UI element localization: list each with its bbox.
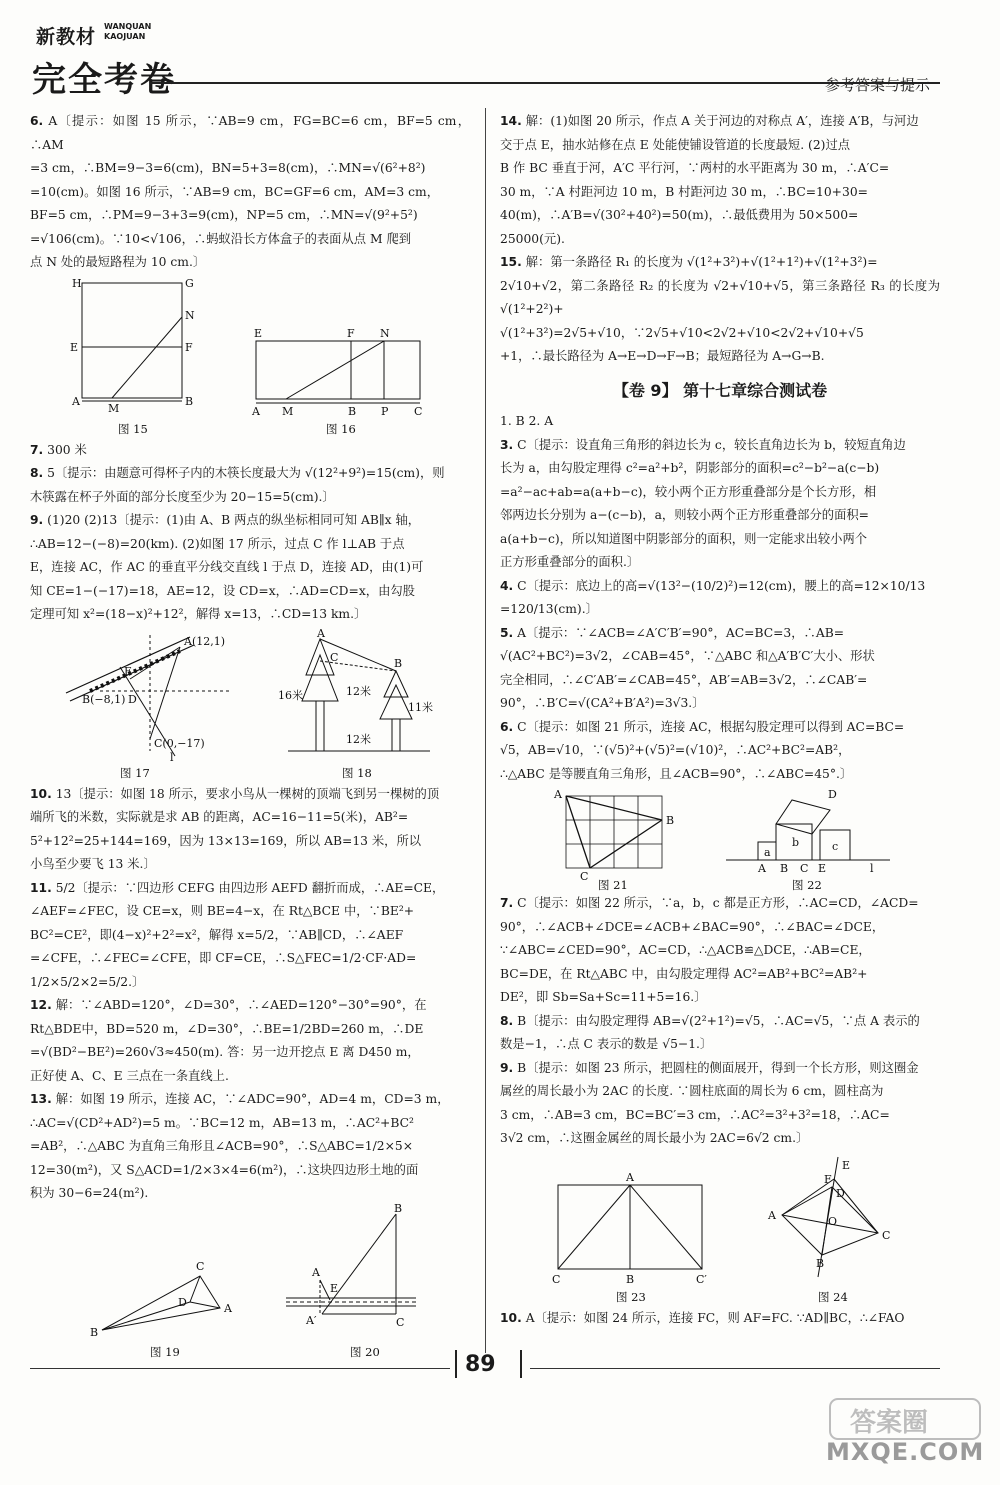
svg-text:C: C [552, 1272, 561, 1286]
svg-text:C: C [414, 404, 423, 418]
svg-text:O: O [828, 1214, 838, 1228]
answer-item-13-left: 13. 解：如图 19 所示，连接 AC，∵∠ADC=90°，AD=4 m，CD=3 m， ∴AC=√(CD²+AD²)=5 m。∵BC=12 m，AB=13 m，∴AC²+BC² =AB²，∴△ABC 为直角三角形且∠ACB=90°，∴S△ABC=1/2×5× 12=30(m²)，又 S△ACD=1/2×3×4=6(m²)，∴这块四边形土地的面 积为 30−6=24(m²). [30, 1092, 450, 1200]
svg-text:H: H [72, 276, 82, 290]
answer-item-10-left: 10. 13〔提示：如图 18 所示，要求小鸟从一棵树的顶端飞到另一棵树的顶 端所飞的米数，实际就是求 AB 的距离，AC=16−11=5(米)，AB²= 5²+12²=25+144=169，因为 13×13=169，所以 AB=13 米，所以 小鸟至少要飞 13 米.〕 [30, 786, 440, 871]
svg-text:D: D [128, 692, 137, 706]
answer-item-11-left: 11. 5/2〔提示：∵四边形 CEFG 由四边形 AEFD 翻折而成，∴AE=CE， ∠AEF=∠FEC，设 CE=x，则 BE=4−x，在 Rt△BCE 中，∵BE²+ BC²=CE²，即(4−x)²+2²=x²，解得 x=5/2，∵AB∥CD，∴∠AEF =∠CFE，∴∠FEC=∠CFE，即 CF=CE，∴S△FEC=1/2·CF·AD= 1/2×5/2×2=5/2.〕 [30, 880, 445, 989]
svg-text:D: D [828, 788, 837, 801]
svg-text:图 21: 图 21 [598, 878, 628, 892]
svg-text:C: C [580, 870, 589, 883]
svg-text:B: B [666, 814, 675, 827]
svg-text:C′: C′ [696, 1272, 707, 1286]
svg-text:E: E [842, 1158, 851, 1172]
svg-text:A: A [768, 1208, 776, 1222]
svg-text:M: M [108, 401, 120, 415]
svg-text:B: B [816, 1256, 825, 1270]
svg-text:c: c [832, 840, 839, 853]
answer-item-7: 7. C〔提示：如图 22 所示，∵a，b，c 都是正方形，∴AC=CD，∠ACD= 90°，∴∠ACB+∠DCE=∠ACB+∠BAC=90°，∴∠BAC=∠DCE， ∵∠ABC=∠CED=90°，AC=CD，∴△ACB≌△DCE，∴AB=CE， BC=DE，在 Rt△ABC 中，由勾股定理得 AC²=AB²+BC²=AB²+ DE²，即 Sb=Sa+Sc=11+5=16.〕 [500, 896, 919, 1004]
svg-text:A: A [312, 1265, 320, 1279]
figures-21-22 [500, 790, 940, 890]
svg-text:12米: 12米 [346, 684, 371, 698]
svg-text:图 20: 图 20 [350, 1344, 380, 1359]
svg-text:A: A [626, 1170, 634, 1184]
svg-text:B: B [185, 394, 194, 408]
figure-23 [552, 1171, 707, 1304]
svg-text:图 16: 图 16 [326, 421, 356, 436]
svg-text:图 24: 图 24 [818, 1289, 848, 1304]
answer-item-1-2: 1. B 2. A [500, 414, 554, 428]
svg-text:F: F [185, 340, 193, 354]
svg-text:E: E [124, 664, 133, 678]
footer-rule-left [30, 1368, 450, 1369]
svg-text:图 22: 图 22 [792, 878, 822, 892]
figure-20 [286, 1202, 416, 1359]
svg-text:D: D [178, 1295, 187, 1309]
svg-text:图 15: 图 15 [118, 421, 148, 436]
svg-text:B(−8,1): B(−8,1) [82, 692, 126, 706]
figures-17-18 [30, 626, 470, 781]
svg-text:A: A [252, 404, 260, 418]
left-column [30, 110, 470, 1362]
svg-text:C(0,−17): C(0,−17) [154, 736, 205, 750]
svg-text:M: M [282, 404, 294, 418]
answer-item-15-right: 15. 解：第一条路径 R₁ 的长度为 √(1²+3²)+√(1²+1²)+√(1²+3²)= 2√10+√2，第二条路径 R₂ 的长度为 √2+√10+√5，第三条路径 R₃ 的长度为 √(1²+2²)+ √(1²+3²)=2√5+√10，∵2√5+√10<2√2+√10<2√2+√10+√5 +1，∴最长路径为 A→E→D→F→B；最短路径为 A→G→B. [500, 255, 940, 363]
answer-item-6: 6. C〔提示：如图 21 所示，连接 AC，根据勾股定理可以得到 AC=BC= √5，AB=√10，∵(√5)²+(√5)²=(√10)²，∴AC²+BC²=AB²， ∴△ABC 是等腰直角三角形，且∠ACB=90°，∴∠ABC=45°.〕 [500, 719, 905, 781]
page-header [30, 18, 970, 98]
svg-text:F: F [347, 326, 355, 340]
page-number-bar-left [455, 1350, 457, 1378]
svg-text:A: A [554, 788, 562, 801]
answer-item-9: 9. B〔提示：如图 23 所示，把圆柱的侧面展开，得到一个长方形，则这圈金 属丝的周长最小为 2AC 的长度. ∵圆柱底面的周长为 6 cm，圆柱高为 3 cm，∴AB=3 cm，BC=BC′=3 cm，∴AC²=3²+3²=18，∴AC= 3√2 cm，∴这圈金属丝的周长最小为 2AC=6√2 cm.〕 [500, 1060, 919, 1145]
svg-text:A: A [758, 862, 766, 875]
footer-rule-right [530, 1368, 940, 1369]
svg-text:P: P [381, 404, 389, 418]
answer-item-9-left: 9. (1)20 (2)13〔提示：(1)由 A、B 两点的纵坐标相同可知 AB∥x 轴， ∴AB=12−(−8)=20(km). (2)如图 17 所示，过点 C 作 l⊥AB 于点 E，连接 AC，作 AC 的垂直平分线交直线 l 于点 D，连接 AD，由(1)可 知 CE=1−(−17)=18，AE=12，设 CD=x，∴AD=CD=x，由勾股 定理可知 x²=(18−x)²+12²，解得 x=13，∴CD=13 km.〕 [30, 513, 424, 621]
svg-text:C: C [800, 862, 809, 875]
svg-text:图 17: 图 17 [120, 765, 150, 780]
header-divider [150, 82, 940, 84]
answer-item-3: 3. C〔提示：设直角三角形的斜边长为 c，较长直角边长为 b，较短直角边 长为 a，由勾股定理得 c²=a²+b²，阴影部分的面积=c²−b²−a(c−b) =a²−ac+ab=a(a+b−c)，较小两个正方形重叠部分是个长方形，相 邻两边长分别为 a−(c−b)，a，则较小两个正方形重叠部分的面积= a(a+b−c)，所以知道图中阴影部分的面积，则一定能求出较小两个 正方形重叠部分的面积.〕 [500, 437, 906, 569]
figures-15-16 [30, 276, 470, 437]
figure-17 [66, 635, 230, 780]
svg-text:N: N [185, 308, 195, 322]
figure-18 [278, 627, 433, 780]
svg-text:A′: A′ [306, 1313, 317, 1327]
svg-text:D: D [836, 1186, 845, 1200]
svg-text:答案圈: 答案圈 [850, 1408, 929, 1438]
column-divider [485, 108, 486, 1353]
watermark-text: MXQE.COM [826, 1438, 985, 1466]
svg-text:B: B [780, 862, 789, 875]
svg-text:A(12,1): A(12,1) [184, 634, 226, 648]
answer-item-7-left: 7. 300 米 [30, 442, 87, 457]
svg-text:A: A [224, 1301, 232, 1315]
answer-item-10: 10. A〔提示：如图 24 所示，连接 FC，则 AF=FC. ∵AD∥BC，∴∠FAO [500, 1310, 905, 1325]
svg-text:E: E [254, 326, 263, 340]
figure-15 [70, 277, 195, 436]
svg-text:B: B [90, 1325, 99, 1339]
figures-19-20 [30, 1201, 470, 1360]
svg-text:b: b [792, 836, 800, 849]
svg-text:图 23: 图 23 [616, 1289, 646, 1304]
figure-16 [251, 327, 422, 436]
svg-text:12米: 12米 [346, 732, 371, 746]
answer-item-4: 4. C〔提示：底边上的高=√(13²−(10/2)²)=12(cm)，腰上的高=12×10/13 =120/13(cm).〕 [500, 578, 926, 616]
svg-text:图 19: 图 19 [150, 1344, 180, 1359]
svg-text:C: C [330, 650, 339, 664]
svg-text:16米: 16米 [278, 688, 303, 702]
svg-text:B: B [394, 656, 403, 670]
figure-22 [726, 788, 890, 892]
svg-text:11米: 11米 [408, 700, 433, 714]
answer-item-6-left: 6. A〔提示：如图 15 所示，∵AB=9 cm，FG=BC=6 cm，BF=5 cm，∴AM =3 cm，∴BM=9−3=6(cm)，BN=5+3=8(cm)，∴MN=√(6²+8²) =10(cm)。如图 16 所示，∵AB=9 cm，BC=GF=6 cm，AM=3 cm， BF=5 cm，∴PM=9−3+3=9(cm)，NP=5 cm，∴MN=√(9²+5²) =√106(cm)。∵10<√106，∴蚂蚁沿长方体盒子的表面从点 M 爬到 点 N 处的最短路程为 10 cm.〕 [30, 114, 470, 269]
page-number: 89 [465, 1352, 496, 1377]
brand-pinyin: WANQUAN KAOJUAN [104, 22, 152, 41]
svg-text:G: G [185, 276, 194, 290]
svg-text:C: C [196, 1259, 205, 1273]
svg-text:A: A [317, 626, 325, 640]
svg-text:B: B [348, 404, 357, 418]
figure-19 [90, 1260, 233, 1359]
section-title-test-9: 【卷 9】 第十七章综合测试卷 [612, 380, 828, 400]
answer-item-14-right: 14. 解：(1)如图 20 所示，作点 A 关于河边的对称点 A′，连接 A′B，与河边 交于点 E，抽水站修在点 E 处能使铺设管道的长度最短. (2)过点 B 作 BC 垂直于河，A′C 平行河，∵两村的水平距离为 30 m，∴A′C= 30 m，∵A 村距河边 10 m，B 村距河边 30 m，∴BC=10+30= 40(m)，∴A′B=√(30²+40²)=50(m)，∴最低费用为 50×500= 25000(元). [500, 114, 919, 246]
svg-text:E: E [818, 862, 827, 875]
page-number-bar-right [520, 1350, 522, 1378]
svg-text:a: a [764, 846, 771, 859]
figure-21 [553, 788, 674, 892]
answer-item-5: 5. A〔提示：∵∠ACB=∠A′C′B′=90°，AC=BC=3，∴AB= √(AC²+BC²)=3√2，∠CAB=45°，∵△ABC 和△A′B′C′大小、形状 完全相同，∴∠C′AB′=∠CAB=45°，AB′=AB=3√2，∴∠CAB′= 90°，∴B′C=√(CA²+B′A²)=3√3.〕 [500, 625, 875, 710]
answer-item-12-left: 12. 解：∵∠ABD=120°，∠D=30°，∴∠AED=120°−30°=90°，在 Rt△BDE中，BD=520 m，∠D=30°，∴BE=1/2BD=260 m，∴DE =√(BD²−BE²)=260√3≈450(m). 答：另一边开挖点 E 离 D450 m， 正好使 A、C、E 三点在一条直线上. [30, 998, 427, 1083]
svg-text:图 18: 图 18 [342, 765, 372, 780]
svg-text:E: E [70, 340, 79, 354]
svg-text:N: N [380, 326, 390, 340]
svg-text:l: l [170, 750, 174, 764]
svg-text:C: C [396, 1315, 405, 1329]
figure-24 [767, 1157, 890, 1304]
section-heading: 参考答案与提示 [824, 76, 930, 94]
brand-subtitle: 新教材 [36, 26, 97, 48]
answer-item-8: 8. B〔提示：由勾股定理得 AB=√(2²+1²)=√5，∴AC=√5，∵点 A 表示的 数是−1，∴点 C 表示的数是 √5−1.〕 [500, 1013, 920, 1051]
svg-text:l: l [870, 862, 874, 875]
svg-text:A: A [72, 394, 80, 408]
svg-text:B: B [626, 1272, 635, 1286]
figures-23-24 [500, 1155, 940, 1305]
svg-text:C: C [882, 1228, 891, 1242]
answer-item-8-left: 8. 5〔提示：由题意可得杯子内的木筷长度最大为 √(12²+9²)=15(cm)，则 木筷露在杯子外面的部分长度至少为 20−15=5(cm).〕 [30, 466, 445, 504]
brand-title: 完全考卷 [32, 60, 176, 100]
svg-text:B: B [394, 1201, 403, 1215]
right-column [500, 110, 940, 1330]
svg-text:F: F [824, 1172, 832, 1186]
svg-text:E: E [330, 1281, 339, 1295]
